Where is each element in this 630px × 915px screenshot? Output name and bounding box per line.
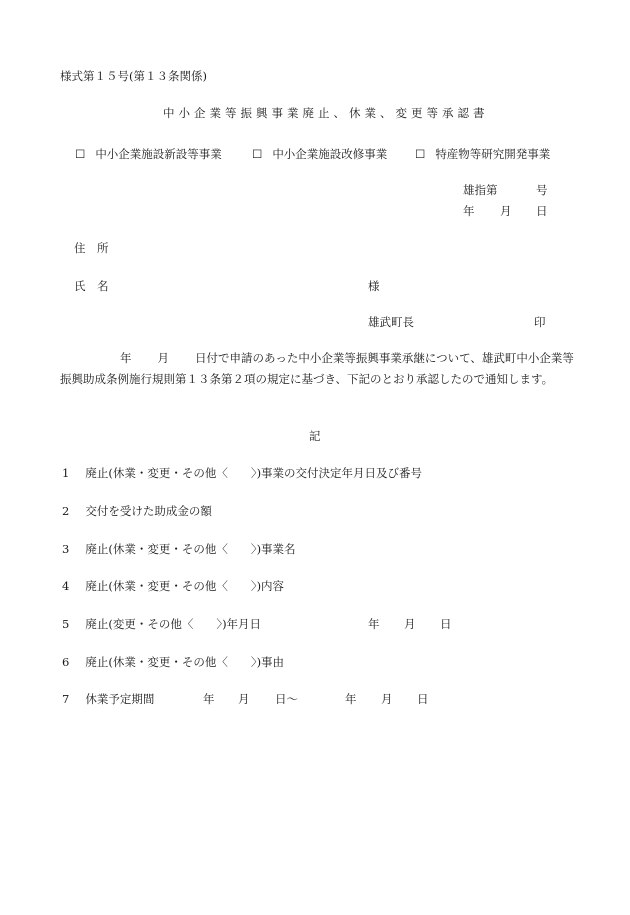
body-month: 月 bbox=[157, 351, 169, 365]
list-item bbox=[62, 616, 261, 632]
period-end-day: 日 bbox=[417, 692, 429, 706]
body-text: 日付で申請のあった中小企業等振興事業承継について、雄武町中小企業等振興助成条例施行規則第１３条第２項の規定に基づき、下記のとおり承認したので通知します。 bbox=[60, 351, 574, 386]
item-number: 7 bbox=[62, 692, 70, 706]
period-end-year: 年 bbox=[345, 692, 357, 706]
item-text: 休業予定期間 bbox=[85, 692, 155, 706]
item5-date-day: 日 bbox=[440, 617, 452, 631]
checkbox-label: 中小企業施設新設等事業 bbox=[95, 147, 222, 161]
checkbox-label: 特産物等研究開発事業 bbox=[435, 147, 551, 161]
item-text: 廃止(休業・変更・その他〈 〉)事業名 bbox=[85, 542, 296, 556]
item5-date-month: 月 bbox=[404, 617, 416, 631]
body-paragraph bbox=[60, 348, 580, 390]
checkbox-icon: ☐ bbox=[252, 147, 263, 161]
date-year: 年 bbox=[463, 204, 475, 218]
honorific: 様 bbox=[368, 279, 380, 293]
body-year: 年 bbox=[120, 351, 132, 365]
checkbox-facility-renovation[interactable] bbox=[252, 146, 387, 162]
document-number-suffix: 号 bbox=[536, 183, 548, 197]
period-start-month: 月 bbox=[238, 692, 250, 706]
list-item bbox=[62, 691, 154, 707]
date-month: 月 bbox=[500, 204, 512, 218]
item-text: 廃止(休業・変更・その他〈 〉)内容 bbox=[85, 579, 285, 593]
item-text: 廃止(休業・変更・その他〈 〉)事由 bbox=[85, 655, 285, 669]
issuer-title: 雄武町長 bbox=[368, 315, 414, 329]
period-start-year: 年 bbox=[203, 692, 215, 706]
ki-heading: 記 bbox=[309, 429, 321, 443]
checkbox-facility-new[interactable] bbox=[75, 146, 222, 162]
item-number: 6 bbox=[62, 655, 70, 669]
document-title: 中小企業等振興事業廃止、休業、変更等承認書 bbox=[163, 106, 489, 120]
item-number: 3 bbox=[62, 542, 70, 556]
address-label: 住 所 bbox=[74, 241, 109, 255]
checkbox-label: 中小企業施設改修事業 bbox=[272, 147, 388, 161]
period-end-month: 月 bbox=[381, 692, 393, 706]
item-text: 廃止(休業・変更・その他〈 〉)事業の交付決定年月日及び番号 bbox=[85, 466, 423, 480]
item-number: 1 bbox=[62, 466, 70, 480]
form-number: 様式第１５号(第１３条関係) bbox=[60, 69, 207, 83]
name-label: 氏 名 bbox=[74, 279, 109, 293]
item-number: 4 bbox=[62, 579, 70, 593]
list-item bbox=[62, 654, 284, 670]
item-number: 2 bbox=[62, 504, 70, 518]
list-item bbox=[62, 503, 212, 519]
item-number: 5 bbox=[62, 617, 70, 631]
list-item bbox=[62, 465, 422, 481]
item5-date-year: 年 bbox=[368, 617, 380, 631]
document-number-prefix: 雄指第 bbox=[463, 183, 498, 197]
checkbox-icon: ☐ bbox=[415, 147, 426, 161]
list-item bbox=[62, 578, 284, 594]
date-day: 日 bbox=[536, 204, 548, 218]
checkbox-icon: ☐ bbox=[75, 147, 86, 161]
list-item bbox=[62, 541, 296, 557]
checkbox-specialty-research[interactable] bbox=[415, 146, 550, 162]
seal-mark: 印 bbox=[534, 315, 546, 329]
item-text: 交付を受けた助成金の額 bbox=[85, 504, 212, 518]
item-text: 廃止(変更・その他〈 〉)年月日 bbox=[85, 617, 262, 631]
period-start-day: 日〜 bbox=[275, 692, 298, 706]
